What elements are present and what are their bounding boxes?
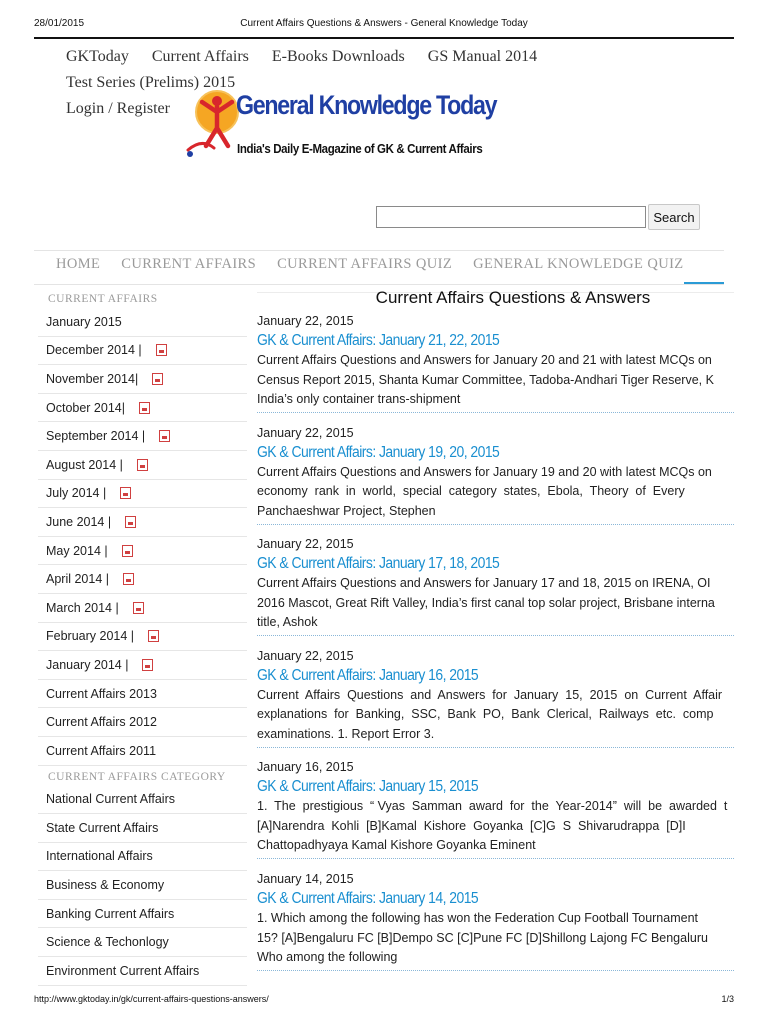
sidebar-item-month[interactable] [38, 337, 247, 366]
pdf-download-icon[interactable] [148, 630, 159, 642]
pdf-download-icon[interactable] [122, 545, 133, 557]
post-date: January 14, 2015 [257, 872, 354, 886]
post-date: January 22, 2015 [257, 314, 354, 328]
sidebar-item-month[interactable] [38, 394, 247, 423]
sidebar-item-month[interactable] [38, 365, 247, 394]
menu-item-current-affairs-quiz[interactable]: CURRENT AFFAIRS QUIZ [277, 256, 453, 272]
post-item [257, 758, 734, 856]
pdf-download-icon[interactable] [152, 373, 163, 385]
menu-divider-top [34, 250, 724, 251]
nav-link-gs-manual[interactable]: GS Manual 2014 [427, 48, 538, 65]
post-excerpt: 1. The prestigious “ Vyas Samman award for the Year-2014” will be awarded t [A]Narendra Kohli [B]Kamal Kishore Goyanka [C]G S Shivarudrappa [D]I Chattopadhyaya Kamal Kishore Goyanka Eminent [257, 799, 728, 853]
post-excerpt: Current Affairs Questions and Answers for January 19 and 20 with latest MCQs on economy rank in world, special category states, Ebola, Theory of Every Panchaeshwar Project, Stephen [257, 464, 712, 518]
sidebar-item-category[interactable] [38, 900, 247, 929]
post-item [257, 647, 734, 745]
sidebar-list-months [38, 308, 247, 766]
sidebar-item-label: Banking Current Affairs [46, 906, 175, 921]
nav-link-gktoday[interactable]: GKToday [66, 48, 129, 65]
post-item [257, 312, 734, 410]
post-divider [257, 747, 734, 748]
post-title-link[interactable]: GK & Current Affairs: January 17, 18, 2015 [257, 555, 500, 573]
print-url: http://www.gktoday.in/gk/current-affairs-questions-answers/ [34, 994, 269, 1004]
main-content [257, 284, 734, 988]
sidebar-item-label: International Affairs [46, 849, 153, 864]
sidebar-item-category[interactable] [38, 814, 247, 843]
post-excerpt: 1. Which among the following has won the Federation Cup Football Tournament 15? [A]Bengaluru FC [B]Dempo SC [C]Pune FC [D]Shillong Lajong FC Bengaluru Who among the following [257, 911, 708, 964]
post-title-link[interactable]: GK & Current Affairs: January 16, 2015 [257, 666, 479, 684]
sidebar [38, 290, 247, 986]
sidebar-item-category[interactable] [38, 843, 247, 872]
sidebar-item-label: Current Affairs 2012 [46, 715, 157, 730]
print-footer [0, 990, 768, 1024]
sidebar-item-label: August 2014 | [46, 457, 123, 472]
post-title-link[interactable]: GK & Current Affairs: January 19, 20, 2015 [257, 443, 500, 461]
post-divider [257, 635, 734, 636]
sidebar-item-month[interactable] [38, 708, 247, 737]
sidebar-item-label: Current Affairs 2011 [46, 743, 157, 758]
post-title-link[interactable]: GK & Current Affairs: January 14, 2015 [257, 890, 479, 907]
sidebar-item-month[interactable] [38, 451, 247, 480]
sidebar-list-categories [38, 786, 247, 986]
sidebar-item-category[interactable] [38, 786, 247, 815]
pdf-download-icon[interactable] [123, 573, 134, 585]
sidebar-item-month[interactable] [38, 594, 247, 623]
sidebar-heading-category: CURRENT AFFAIRS CATEGORY [48, 770, 226, 783]
post-title-link[interactable]: GK & Current Affairs: January 21, 22, 2015 [257, 332, 500, 349]
print-title: Current Affairs Questions & Answers - General Knowledge Today [240, 18, 528, 29]
post-divider [257, 858, 734, 859]
nav-link-test-series[interactable]: Test Series (Prelims) 2015 [66, 74, 236, 91]
pdf-download-icon[interactable] [120, 487, 131, 499]
nav-link-ebooks-downloads[interactable]: E-Books Downloads [271, 48, 405, 65]
sidebar-item-month[interactable] [38, 651, 247, 680]
sidebar-item-category[interactable] [38, 957, 247, 986]
post-excerpt: Current Affairs Questions and Answers for January 17 and 18, 2015 on IRENA, OI 2016 Mascot, Great Rift Valley, India’s first canal top solar project, Brisbane interna title, Ashok [257, 576, 715, 630]
sidebar-item-label: February 2014 | [46, 629, 135, 644]
pdf-download-icon[interactable] [156, 344, 167, 356]
sidebar-item-category[interactable] [38, 928, 247, 957]
post-date: January 22, 2015 [257, 537, 354, 552]
sidebar-heading-current-affairs: CURRENT AFFAIRS [48, 293, 158, 305]
main-menu [56, 256, 705, 273]
sidebar-item-month[interactable] [38, 422, 247, 451]
sidebar-item-month[interactable] [38, 565, 247, 594]
post-divider [257, 524, 734, 525]
sidebar-item-category[interactable] [38, 871, 247, 900]
menu-item-current-affairs[interactable]: CURRENT AFFAIRS [121, 256, 257, 272]
sidebar-item-label: November 2014| [46, 371, 139, 386]
pdf-download-icon[interactable] [137, 459, 148, 471]
post-divider [257, 412, 734, 413]
sidebar-item-month[interactable] [38, 508, 247, 537]
sidebar-item-label: National Current Affairs [46, 792, 175, 807]
print-header [0, 0, 768, 40]
pdf-download-icon[interactable] [142, 659, 153, 671]
sidebar-item-label: January 2014 | [46, 657, 129, 672]
sidebar-item-label: Business & Economy [46, 878, 165, 893]
sidebar-item-label: Science & Techonlogy [46, 935, 169, 950]
post-item [257, 535, 734, 633]
sidebar-item-label: October 2014| [46, 400, 125, 415]
sidebar-item-month[interactable] [38, 537, 247, 566]
post-date: January 22, 2015 [257, 648, 354, 663]
print-page-number: 1/3 [721, 994, 734, 1004]
sidebar-item-label: State Current Affairs [46, 820, 159, 835]
pdf-download-icon[interactable] [133, 602, 144, 614]
nav-link-current-affairs[interactable]: Current Affairs [151, 48, 249, 65]
sidebar-item-month[interactable] [38, 308, 247, 337]
print-date: 28/01/2015 [34, 18, 85, 29]
sidebar-item-month[interactable] [38, 737, 247, 766]
post-item [257, 870, 734, 968]
sidebar-item-label: March 2014 | [46, 600, 119, 615]
pdf-download-icon[interactable] [125, 516, 136, 528]
sidebar-item-label: September 2014 | [46, 429, 146, 444]
post-divider [257, 970, 734, 971]
sidebar-item-label: January 2015 [46, 314, 122, 329]
menu-item-home[interactable]: HOME [56, 256, 101, 272]
post-date: January 16, 2015 [257, 760, 354, 775]
post-excerpt: Current Affairs Questions and Answers for January 20 and 21 with latest MCQs on Census Report 2015, Shanta Kumar Committee, Tadoba-Andhari Tiger Reserve, K India’s only container trans-shipment [257, 353, 714, 406]
post-date: January 22, 2015 [257, 425, 354, 440]
sidebar-item-month[interactable] [38, 480, 247, 509]
logo-tagline: India's Daily E-Magazine of GK & Current Affairs [237, 142, 483, 156]
search-input[interactable] [376, 206, 646, 228]
sidebar-item-month[interactable] [38, 680, 247, 709]
page-title: Current Affairs Questions & Answers [375, 288, 651, 307]
post-item [257, 424, 734, 522]
sidebar-item-label: June 2014 | [46, 514, 112, 529]
pdf-download-icon[interactable] [139, 402, 150, 414]
sidebar-item-label: Environment Current Affairs [46, 963, 200, 978]
header-divider [34, 37, 734, 39]
sidebar-item-month[interactable] [38, 623, 247, 652]
pdf-download-icon[interactable] [159, 430, 170, 442]
logo-title: General Knowledge Today [236, 90, 497, 120]
sidebar-item-label: April 2014 | [46, 572, 110, 587]
sidebar-item-label: May 2014 | [46, 543, 108, 558]
post-title-link[interactable]: GK & Current Affairs: January 15, 2015 [257, 778, 479, 796]
sidebar-item-label: July 2014 | [46, 486, 107, 501]
sidebar-item-label: Current Affairs 2013 [46, 686, 157, 701]
search-button[interactable]: Search [648, 204, 700, 230]
sidebar-item-label: December 2014 | [46, 343, 142, 358]
site-logo[interactable] [186, 88, 497, 162]
post-excerpt: Current Affairs Questions and Answers for January 15, 2015 on Current Affair explanations for Banking, SSC, Bank PO, Bank Clerical, Railways etc. comp examinations. 1. Report Error 3. [257, 687, 723, 741]
nav-link-login-register[interactable]: Login / Register [66, 100, 170, 117]
menu-item-general-knowledge-quiz[interactable]: GENERAL KNOWLEDGE QUIZ [473, 256, 684, 272]
